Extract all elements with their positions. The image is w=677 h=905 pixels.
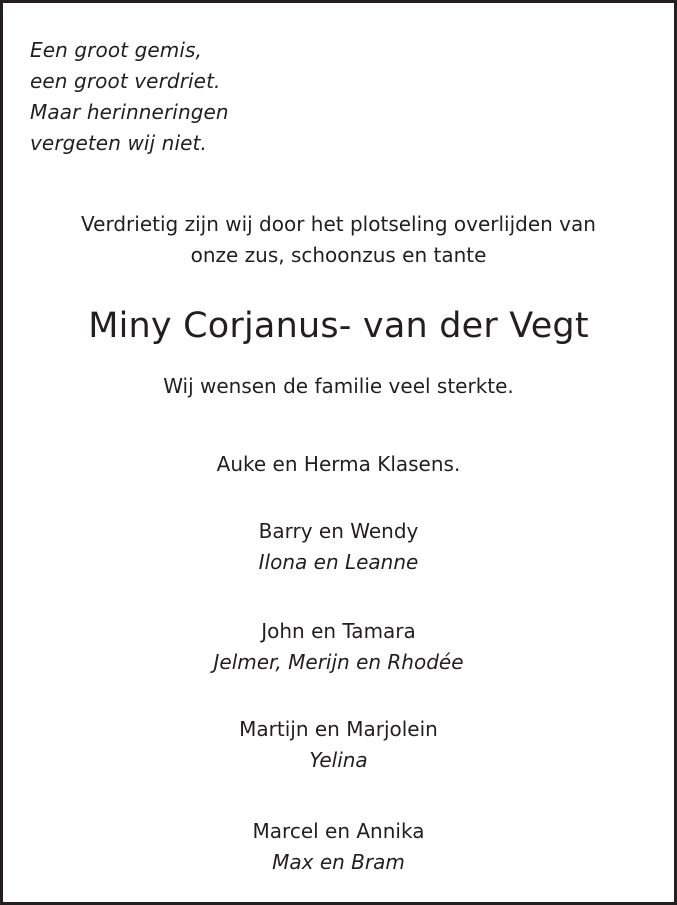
wish-text: Wij wensen de familie veel sterkte. (163, 374, 514, 398)
family-block (3, 816, 674, 878)
deceased-name: Miny Corjanus- van der Vegt (88, 306, 589, 346)
family-children: Yelina (309, 748, 368, 772)
poem-line: Maar herinneringen (30, 100, 229, 124)
family-children: Ilona en Leanne (258, 550, 419, 574)
poem-line: een groot verdriet. (30, 69, 221, 93)
family-parents: Barry en Wendy (258, 519, 419, 543)
intro-line: Verdrietig zijn wij door het plotseling overlijden van (81, 212, 596, 236)
family-block (3, 714, 674, 776)
family-block (3, 516, 674, 578)
family-children: Max en Bram (272, 850, 405, 874)
poem (30, 35, 229, 159)
family-parents: Marcel en Annika (252, 819, 425, 843)
intro-text (3, 209, 674, 271)
poem-line: vergeten wij niet. (30, 131, 207, 155)
intro-line: onze zus, schoonzus en tante (190, 243, 487, 267)
poem-line: Een groot gemis, (30, 38, 202, 62)
family-children: Jelmer, Merijn en Rhodée (213, 650, 464, 674)
family-block (3, 616, 674, 678)
family-parents: Martijn en Marjolein (239, 717, 438, 741)
family-parents: John en Tamara (261, 619, 416, 643)
signatory: Auke en Herma Klasens. (216, 452, 461, 476)
